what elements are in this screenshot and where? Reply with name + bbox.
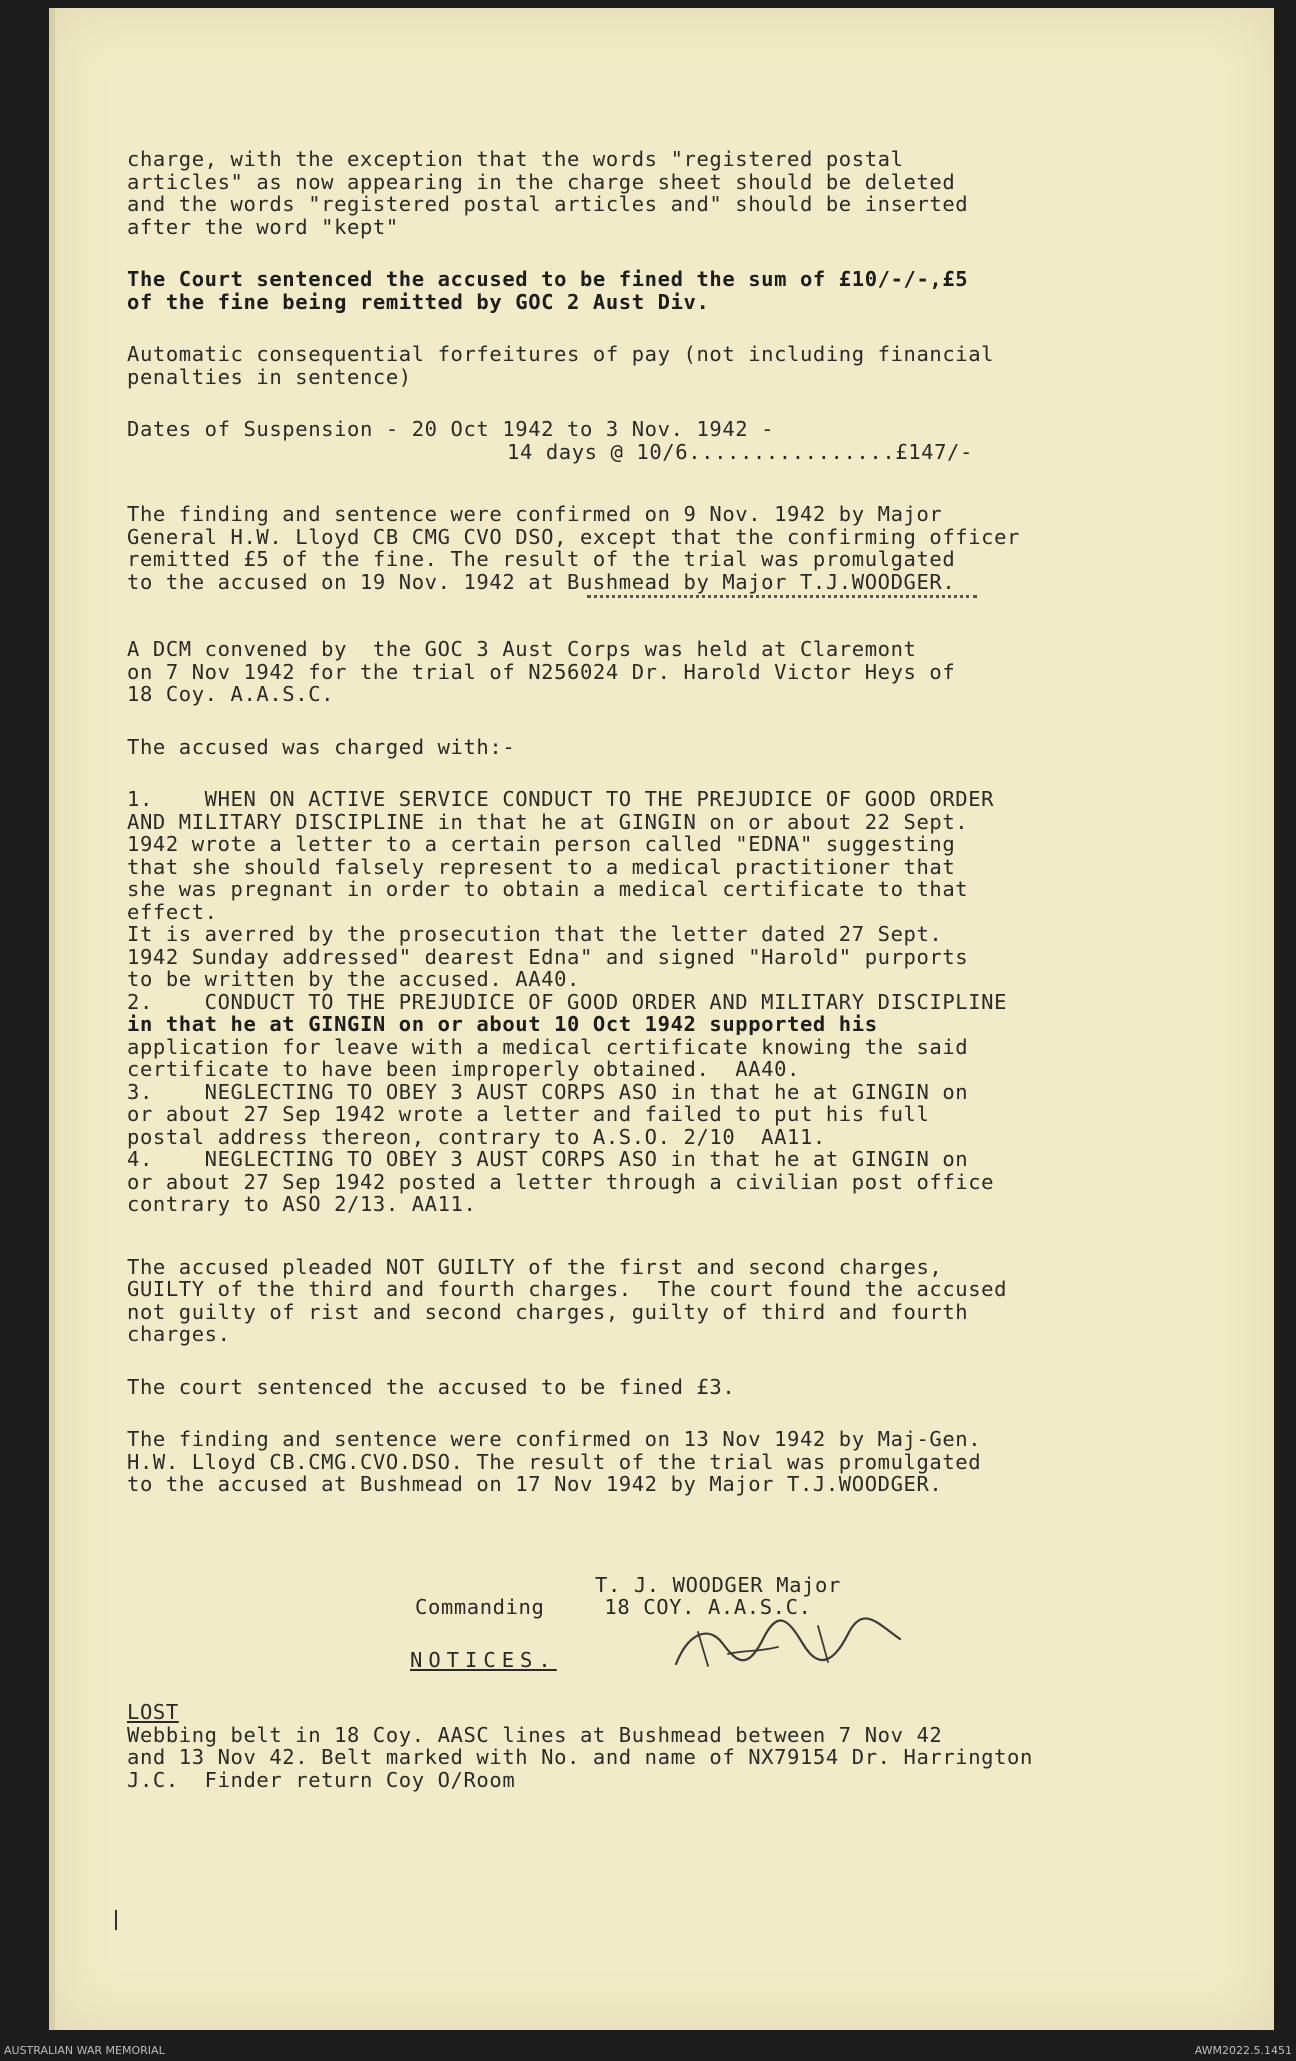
text-line: and 13 Nov 42. Belt marked with No. and name of NX79154 Dr. Harrington (127, 1745, 1033, 1769)
charge-line: to be written by the accused. AA40. (127, 967, 580, 991)
text-line: and the words "registered postal articles and" should be inserted (127, 192, 969, 216)
text-line: penalties in sentence) (127, 364, 412, 389)
text-line: to the accused on 19 Nov. 1942 at Bushmead by Major T.J.WOODGER. (127, 569, 956, 594)
charge-line: contrary to ASO 2/13. AA11. (127, 1192, 477, 1216)
charge-line: in that he at GINGIN on or about 10 Oct 1942 supported his (127, 1012, 878, 1036)
text-line: Automatic consequential forfeitures of pay (not including financial (127, 342, 995, 366)
paragraph-charge-amendment (127, 148, 1157, 238)
text-line: to the accused at Bushmead on 17 Nov 1942 by Major T.J.WOODGER. (127, 1472, 943, 1496)
text-line: GUILTY of the third and fourth charges. The court found the accused (127, 1277, 1008, 1301)
archive-footer (0, 2041, 1296, 2061)
paragraph-confirmation-2 (127, 1428, 1157, 1496)
text-line: articles" as now appearing in the charge sheet should be deleted (127, 169, 956, 194)
handwritten-signature (668, 1614, 908, 1674)
charge-line: application for leave with a medical certificate knowing the said (127, 1034, 969, 1059)
text-line: 18 Coy. A.A.S.C. (127, 682, 335, 706)
notices-heading: NOTICES. (410, 1647, 557, 1672)
text-line: charges. (127, 1322, 231, 1346)
text-line: A DCM convened by the GOC 3 Aust Corps was held at Claremont (127, 637, 917, 661)
archive-credit: AUSTRALIAN WAR MEMORIAL (4, 2044, 165, 2057)
charge-line: AND MILITARY DISCIPLINE in that he at GINGIN on or about 22 Sept. (127, 809, 969, 834)
charge-line: 1. WHEN ON ACTIVE SERVICE CONDUCT TO THE PREJUDICE OF GOOD ORDER (127, 787, 995, 811)
paragraph-pleas (127, 1256, 1157, 1346)
charges-list (127, 788, 1157, 1216)
text-line: The Court sentenced the accused to be fined the sum of £10/-/-,£5 (127, 267, 969, 291)
lost-heading: LOST (127, 1700, 179, 1724)
unit-label: 18 COY. A.A.S.C. (604, 1595, 812, 1619)
paragraph-sentence (127, 268, 1157, 313)
charge-line: 4. NEGLECTING TO OBEY 3 AUST CORPS ASO in that he at GINGIN on (127, 1147, 969, 1171)
lost-notice (127, 1724, 1157, 1792)
document-body (127, 148, 1157, 1791)
charge-line: 1942 wrote a letter to a certain person called "EDNA" suggesting (127, 832, 956, 856)
text-line: 14 days @ 10/6................£147/- (507, 439, 973, 464)
paragraph-confirmation-1 (127, 503, 1157, 593)
text-line: charge, with the exception that the words "registered postal (127, 147, 904, 171)
charge-line: postal address thereon, contrary to A.S.O. 2/10 AA11. (127, 1124, 826, 1149)
signature-name: T. J. WOODGER Major (595, 1572, 841, 1597)
charge-line: or about 27 Sep 1942 posted a letter through a civilian post office (127, 1169, 995, 1194)
text-line: H.W. Lloyd CB.CMG.CVO.DSO. The result of the trial was promulgated (127, 1449, 982, 1474)
charge-line: or about 27 Sep 1942 wrote a letter and failed to put his full (127, 1102, 930, 1126)
charge-line: she was pregnant in order to obtain a medical certificate to that (127, 877, 969, 901)
charged-with-line: The accused was charged with:- (127, 734, 516, 759)
paragraph-suspension (127, 418, 1157, 463)
signature-block (127, 1574, 1157, 1619)
text-line: remitted £5 of the fine. The result of the trial was promulgated (127, 547, 956, 571)
text-line: of the fine being remitted by GOC 2 Aust Div. (127, 289, 710, 314)
charge-line: 2. CONDUCT TO THE PREJUDICE OF GOOD ORDER AND MILITARY DISCIPLINE (127, 989, 1008, 1014)
page-edge (49, 8, 55, 2030)
commanding-label: Commanding (415, 1595, 545, 1619)
charge-line: certificate to have been improperly obtained. AA40. (127, 1057, 800, 1081)
text-line: Webbing belt in 18 Coy. AASC lines at Bushmead between 7 Nov 42 (127, 1722, 943, 1747)
text-line: The accused pleaded NOT GUILTY of the first and second charges, (127, 1254, 943, 1279)
charge-line: that she should falsely represent to a medical practitioner that (127, 854, 956, 879)
sentence-line: The court sentenced the accused to be fined £3. (127, 1374, 736, 1399)
charge-line: effect. (127, 899, 218, 924)
margin-mark (115, 1910, 117, 1930)
archive-reference: AWM2022.5.1451 (1194, 2044, 1292, 2057)
text-line: General H.W. Lloyd CB CMG CVO DSO, except that the confirming officer (127, 524, 1021, 549)
charge-line: 1942 Sunday addressed" dearest Edna" and signed "Harold" purports (127, 944, 969, 969)
text-line: J.C. Finder return Coy O/Room (127, 1767, 516, 1792)
paragraph-dcm (127, 638, 1157, 706)
paragraph-forfeitures (127, 343, 1157, 388)
commanding-line (127, 1596, 1157, 1619)
text-line: The finding and sentence were confirmed on 13 Nov 1942 by Maj-Gen. (127, 1427, 982, 1451)
charge-line: 3. NEGLECTING TO OBEY 3 AUST CORPS ASO in that he at GINGIN on (127, 1079, 969, 1104)
text-line: after the word "kept" (127, 214, 399, 239)
text-line: The finding and sentence were confirmed on 9 Nov. 1942 by Major (127, 502, 943, 526)
text-line: Dates of Suspension - 20 Oct 1942 to 3 Nov. 1942 - (127, 417, 775, 441)
charge-line: It is averred by the prosecution that the letter dated 27 Sept. (127, 922, 943, 946)
text-line: on 7 Nov 1942 for the trial of N256024 Dr. Harold Victor Heys of (127, 659, 956, 684)
text-line: not guilty of rist and second charges, guilty of third and fourth (127, 1299, 969, 1324)
